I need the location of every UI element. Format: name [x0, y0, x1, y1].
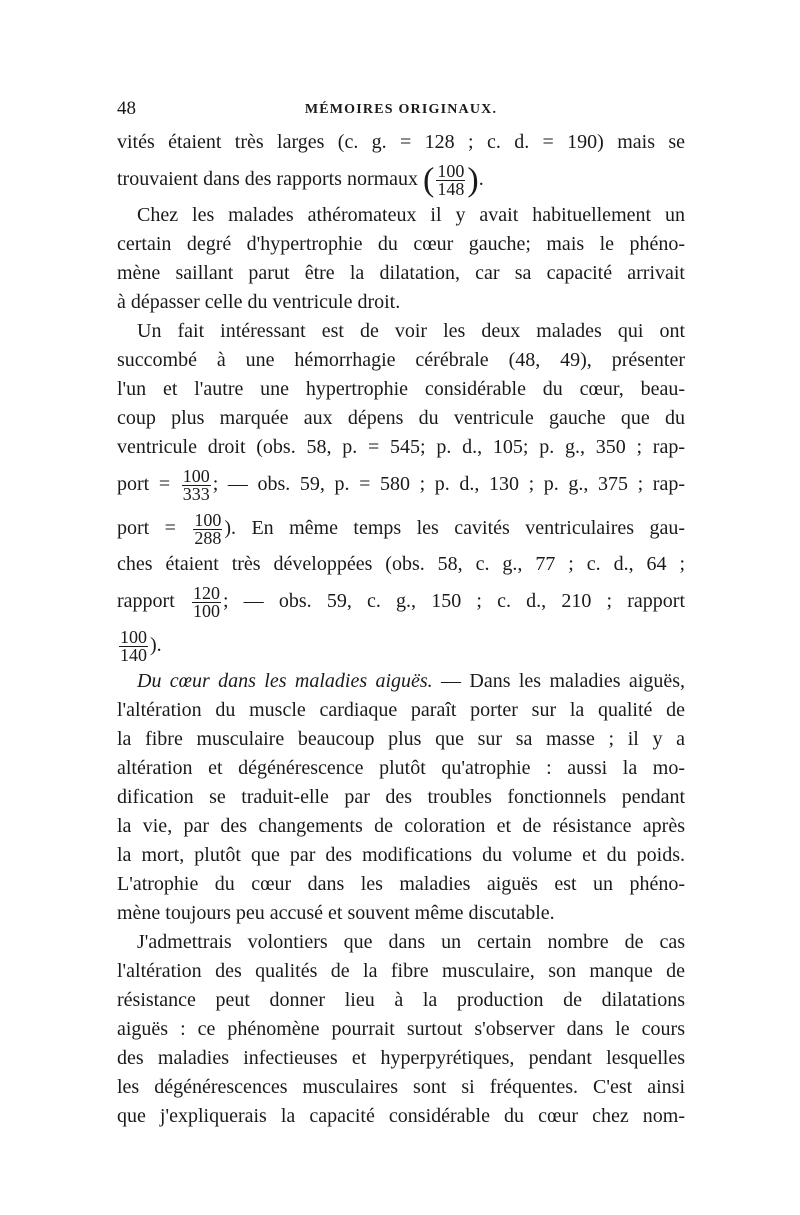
text-fragment: port = — [117, 473, 171, 495]
open-paren: ( — [423, 161, 435, 199]
text-line-with-fraction — [117, 157, 685, 201]
book-page — [117, 98, 685, 1131]
fraction — [182, 465, 211, 504]
text-line: ches étaient très développées (obs. 58, c. g., 77 ; c. d., 64 ; — [117, 553, 685, 575]
text-line: coup plus marquée aux dépens du ventricule gauche que du — [117, 407, 685, 429]
text-line — [117, 667, 685, 696]
fraction-denominator: 140 — [120, 644, 147, 665]
text-line: la mort, plutôt que par des modifications du volume et du poids. — [117, 844, 685, 866]
text-line: la vie, par des changements de coloration et de résistance après — [117, 815, 685, 837]
fraction — [436, 160, 465, 199]
text-line: mène toujours peu accusé et souvent même discutable. — [117, 902, 555, 924]
text-line: J'admettrais volontiers que dans un certain nombre de cas — [137, 931, 685, 953]
text-fragment: ; — obs. 59, p. = 580 ; p. d., 130 ; p. g., 375 ; rap- — [212, 473, 685, 495]
text-fragment: rapport — [117, 590, 175, 612]
text-line: Chez les malades athéromateux il y avait habituellement un — [137, 204, 685, 226]
text-line-with-fraction — [117, 579, 685, 623]
page-header — [117, 98, 685, 128]
text-line: certain degré d'hypertrophie du cœur gauche; mais le phéno- — [117, 233, 685, 255]
text-line: l'altération des qualités de la fibre musculaire, son manque de — [117, 960, 685, 982]
fraction-denominator: 333 — [182, 483, 210, 504]
text-line: les dégénérescences musculaires sont si fréquentes. C'est ainsi — [117, 1076, 685, 1098]
text-fragment: ). En même temps les cavités ventriculaires gau- — [224, 517, 685, 539]
fraction — [192, 582, 221, 621]
page-number: 48 — [117, 98, 136, 119]
text-line: aiguës : ce phénomène pourrait surtout s'observer dans le cours — [117, 1018, 685, 1040]
text-line: dification se traduit-elle par des troubles fonctionnels pendant — [117, 786, 685, 808]
section-heading-italic: Du cœur dans les maladies aiguës. — [137, 670, 433, 692]
text-line: à dépasser celle du ventricule droit. — [117, 291, 401, 313]
fraction — [119, 626, 148, 665]
fraction-denominator: 100 — [192, 600, 220, 621]
running-head: MÉMOIRES ORIGINAUX. — [304, 102, 498, 117]
text-fragment: ). — [150, 634, 162, 656]
close-paren: ) — [467, 161, 479, 199]
fraction-numerator: 100 — [437, 160, 465, 181]
text-fragment: — Dans les maladies aiguës, — [432, 670, 685, 692]
text-line: la fibre musculaire beaucoup plus que sur sa masse ; il y a — [117, 728, 685, 750]
text-line: Un fait intéressant est de voir les deux malades qui ont — [137, 320, 685, 342]
text-line: résistance peut donner lieu à la production de dilatations — [117, 989, 685, 1011]
text-line-with-fraction — [117, 623, 685, 667]
fraction-numerator: 100 — [120, 626, 147, 647]
fraction-numerator: 100 — [182, 465, 210, 486]
fraction-numerator: 100 — [194, 509, 222, 530]
text-line: altération et dégénérescence plutôt qu'atrophie : aussi la mo- — [117, 757, 685, 779]
text-line: succombé à une hémorrhagie cérébrale (48, 49), présenter — [117, 349, 685, 371]
text-line: l'altération du muscle cardiaque paraît porter sur la qualité de — [117, 699, 685, 721]
text-line: L'atrophie du cœur dans les maladies aiguës est un phéno- — [117, 873, 685, 895]
text-line-with-fraction — [117, 506, 685, 550]
text-line: vités étaient très larges (c. g. = 128 ; c. d. = 190) mais se — [117, 131, 685, 153]
body-text — [117, 128, 685, 1131]
fraction — [193, 509, 222, 548]
text-fragment: ; — obs. 59, c. g., 150 ; c. d., 210 ; rapport — [222, 590, 685, 612]
fraction-numerator: 120 — [192, 582, 220, 603]
text-line: des maladies infectieuses et hyperpyrétiques, pendant lesquelles — [117, 1047, 685, 1069]
text-fragment: . — [478, 168, 484, 190]
text-line: mène saillant parut être la dilatation, car sa capacité arrivait — [117, 262, 685, 284]
text-fragment: port = — [117, 517, 176, 539]
fraction-denominator: 148 — [437, 178, 465, 199]
text-fragment: trouvaient dans des rapports normaux — [117, 168, 419, 190]
text-line: que j'expliquerais la capacité considérable du cœur chez nom- — [117, 1105, 685, 1127]
text-line: ventricule droit (obs. 58, p. = 545; p. d., 105; p. g., 350 ; rap- — [117, 436, 685, 458]
text-line-with-fraction — [117, 462, 685, 506]
text-line: l'un et l'autre une hypertrophie considérable du cœur, beau- — [117, 378, 685, 400]
fraction-denominator: 288 — [194, 527, 222, 548]
